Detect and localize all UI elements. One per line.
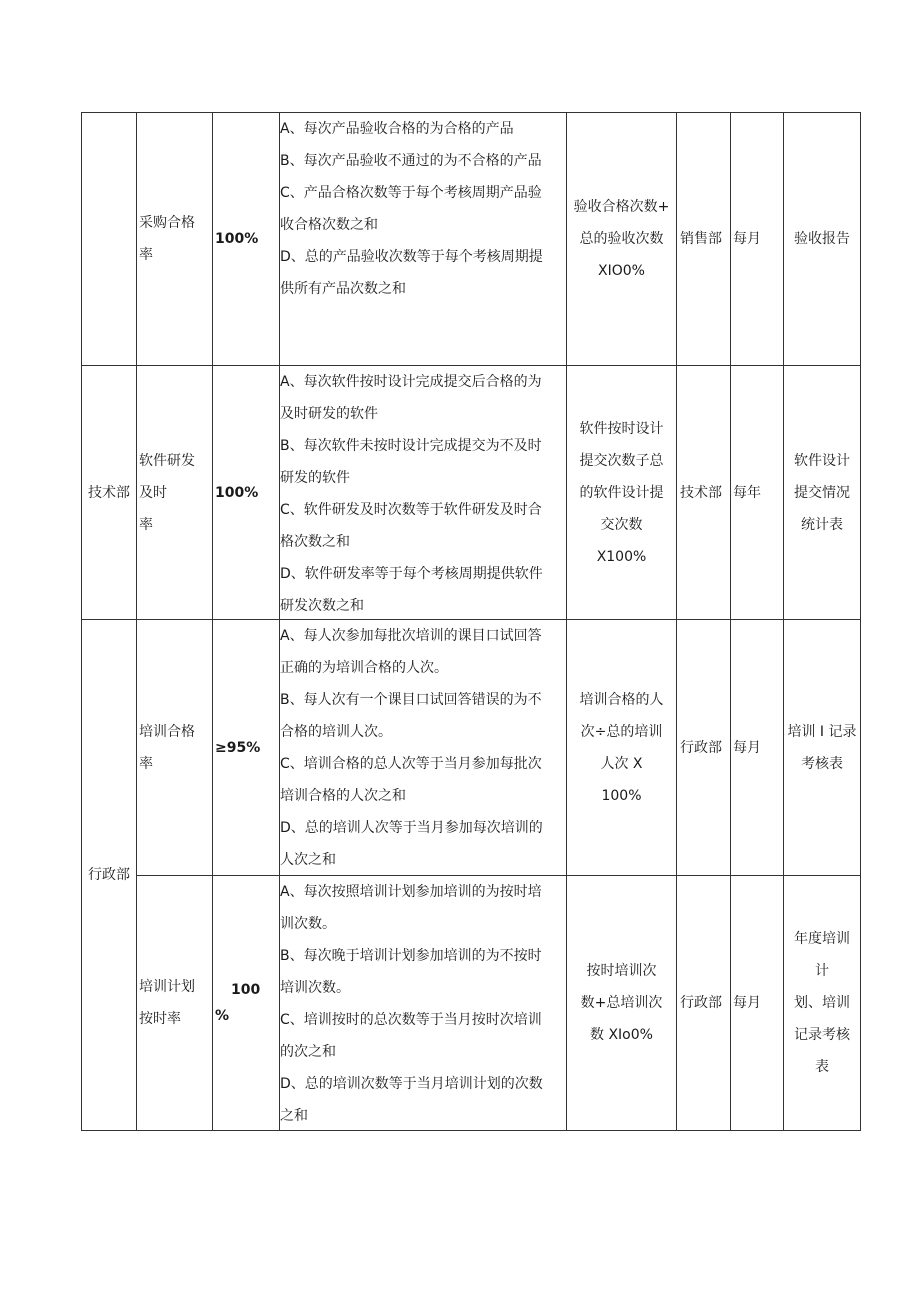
rule-line: A、每次按照培训计划参加培训的为按时培 bbox=[280, 884, 542, 900]
formula-line: XIO0% bbox=[598, 263, 645, 279]
target-cell: 100% bbox=[213, 366, 280, 620]
rules-cell bbox=[280, 113, 567, 366]
source-line: 提交情况 bbox=[794, 484, 850, 501]
rule-line: D、总的培训人次等于当月参加每次培训的 bbox=[280, 820, 543, 836]
rules-cell bbox=[280, 876, 567, 1131]
kpi-name-line: 按时率 bbox=[139, 1011, 181, 1027]
rule-line: 的次之和 bbox=[280, 1044, 336, 1060]
formula-line: X100% bbox=[596, 548, 647, 565]
rule-line: C、培训按时的总次数等于当月按时次培训 bbox=[280, 1012, 542, 1028]
formula-line: 数 XIo0% bbox=[590, 1027, 653, 1043]
source-cell bbox=[784, 876, 861, 1131]
rule-line: A、每次产品验收合格的为合格的产品 bbox=[280, 121, 514, 137]
rule-line: C、软件研发及时次数等于软件研发及时合 bbox=[280, 502, 542, 518]
kpi-table bbox=[81, 112, 861, 1131]
rule-line: 研发的软件 bbox=[280, 470, 350, 486]
rule-line: 格次数之和 bbox=[280, 534, 350, 550]
formula-cell bbox=[567, 113, 677, 366]
rule-line: 研发次数之和 bbox=[280, 598, 364, 614]
owner-cell: 行政部 bbox=[677, 620, 731, 876]
source-cell bbox=[784, 366, 861, 620]
rule-line: 训次数。 bbox=[280, 916, 336, 932]
target-line: % bbox=[215, 1008, 230, 1024]
frequency-cell: 每月 bbox=[731, 620, 784, 876]
source-line: 年度培训 bbox=[794, 931, 850, 947]
target-cell bbox=[213, 876, 280, 1131]
kpi-name-line: 培训计划 bbox=[139, 979, 195, 995]
formula-line: 次÷总的培训 bbox=[580, 723, 663, 740]
dept-cell: 技术部 bbox=[82, 366, 137, 620]
formula-cell bbox=[567, 620, 677, 876]
kpi-name-cell bbox=[137, 366, 213, 620]
formula-line: 100% bbox=[601, 787, 642, 804]
rule-line: 及时研发的软件 bbox=[280, 406, 378, 422]
formula-line: 软件按时设计 bbox=[579, 420, 664, 437]
formula-line: 总的验收次数 bbox=[579, 231, 664, 247]
kpi-name-cell bbox=[137, 876, 213, 1131]
kpi-name-line: 率 bbox=[139, 755, 153, 772]
source-line: 划、培训 bbox=[794, 995, 850, 1011]
rules-cell bbox=[280, 620, 567, 876]
formula-cell bbox=[567, 366, 677, 620]
rule-line: D、软件研发率等于每个考核周期提供软件 bbox=[280, 566, 543, 582]
kpi-name-line: 率 bbox=[139, 247, 153, 263]
kpi-name-line: 及时 bbox=[139, 484, 167, 501]
formula-line: 人次 X bbox=[600, 755, 643, 772]
dept-cell bbox=[82, 113, 137, 366]
rule-line: 培训次数。 bbox=[280, 980, 350, 996]
rule-line: B、每次产品验收不通过的为不合格的产品 bbox=[280, 153, 542, 169]
rule-line: 培训合格的人次之和 bbox=[280, 788, 406, 804]
table-row bbox=[82, 876, 861, 1131]
rule-line: 收合格次数之和 bbox=[280, 217, 378, 233]
owner-cell: 技术部 bbox=[677, 366, 731, 620]
source-line: 表 bbox=[815, 1059, 829, 1075]
table-row bbox=[82, 366, 861, 620]
formula-line: 交次数 bbox=[600, 516, 643, 533]
source-cell bbox=[784, 113, 861, 366]
target-cell: 100% bbox=[213, 113, 280, 366]
rule-line: D、总的产品验收次数等于每个考核周期提 bbox=[280, 249, 543, 265]
rule-line: A、每人次参加每批次培训的课目口试回答 bbox=[280, 628, 542, 644]
rule-line: 合格的培训人次。 bbox=[280, 724, 392, 740]
formula-line: 的软件设计提 bbox=[579, 484, 664, 501]
formula-line: 按时培训次 bbox=[586, 963, 657, 979]
kpi-name-cell bbox=[137, 620, 213, 876]
source-line: 统计表 bbox=[801, 516, 843, 533]
rule-line: D、总的培训次数等于当月培训计划的次数 bbox=[280, 1076, 543, 1092]
rule-line: B、每次软件未按时设计完成提交为不及时 bbox=[280, 438, 542, 454]
rules-cell bbox=[280, 366, 567, 620]
source-line: 计 bbox=[815, 963, 829, 979]
rule-line: 之和 bbox=[280, 1108, 308, 1124]
dept-cell: 行政部 bbox=[82, 620, 137, 1131]
kpi-name-line: 软件研发 bbox=[139, 452, 195, 469]
table-row bbox=[82, 620, 861, 876]
source-cell bbox=[784, 620, 861, 876]
source-line: 软件设计 bbox=[794, 452, 850, 469]
formula-cell bbox=[567, 876, 677, 1131]
owner-cell: 销售部 bbox=[677, 113, 731, 366]
source-line: 验收报告 bbox=[794, 231, 850, 247]
owner-cell: 行政部 bbox=[677, 876, 731, 1131]
rule-line: B、每人次有一个课目口试回答错误的为不 bbox=[280, 692, 542, 708]
kpi-name-cell bbox=[137, 113, 213, 366]
frequency-cell: 每月 bbox=[731, 876, 784, 1131]
rule-line: 供所有产品次数之和 bbox=[280, 281, 406, 297]
formula-line: 数+总培训次 bbox=[580, 995, 663, 1011]
rule-line: C、产品合格次数等于每个考核周期产品验 bbox=[280, 185, 542, 201]
frequency-cell: 每月 bbox=[731, 113, 784, 366]
rule-line: 正确的为培训合格的人次。 bbox=[280, 660, 448, 676]
formula-line: 验收合格次数+ bbox=[573, 199, 670, 215]
frequency-cell: 每年 bbox=[731, 366, 784, 620]
rule-line: B、每次晚于培训计划参加培训的为不按时 bbox=[280, 948, 542, 964]
kpi-name-line: 培训合格 bbox=[139, 723, 195, 740]
formula-line: 提交次数子总 bbox=[579, 452, 664, 469]
target-line: 100 bbox=[231, 982, 261, 998]
rule-line: A、每次软件按时设计完成提交后合格的为 bbox=[280, 374, 542, 390]
target-cell: ≥95% bbox=[213, 620, 280, 876]
rule-line: 人次之和 bbox=[280, 852, 336, 868]
kpi-name-line: 率 bbox=[139, 516, 153, 533]
formula-line: 培训合格的人 bbox=[579, 691, 664, 708]
source-line: 培训 I 记录 bbox=[787, 723, 857, 740]
source-line: 记录考核 bbox=[794, 1027, 850, 1043]
table-row bbox=[82, 113, 861, 366]
source-line: 考核表 bbox=[801, 755, 843, 772]
kpi-name-line: 采购合格 bbox=[139, 215, 195, 231]
rule-line: C、培训合格的总人次等于当月参加每批次 bbox=[280, 756, 542, 772]
